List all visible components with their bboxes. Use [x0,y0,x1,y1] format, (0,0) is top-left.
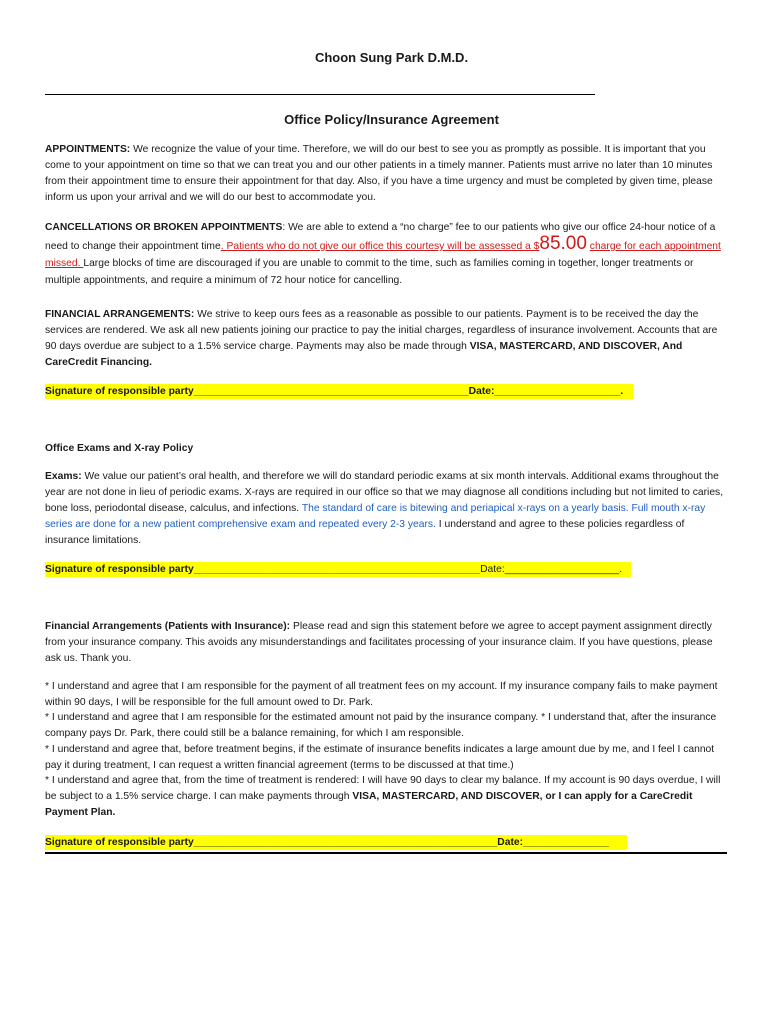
document-title: Office Policy/Insurance Agreement [284,112,499,127]
practice-name: Choon Sung Park D.M.D. [314,50,469,65]
cancellations-text-b: Large blocks of time are discouraged if you are unable to commit to the time, such as families coming in together, longer treatments or multiple appointments, and require a minimum of 72 hour notice for cancelling. [45,258,694,286]
exams-standard-of-care: The standard of care is bitewing and periapical x-rays on a yearly basis. Full mouth x-ray series are done for a new patient comprehensive exam and repeated every 2-3 years. [45,503,706,530]
appointments-text: We recognize the value of your time. Therefore, we will do our best to see you as promptly as possible. It is important that you come to your appointment on time so that we can treat you and our other patients in a timely manner. Patients must arrive no later than 10 minutes from their appointment time to ensure their appointment for that day. Also, if you have a time urgency and must be completed by given time, please inform us upon your arrival and we will do our best to accommodate you. [45,144,713,203]
signature-label: Signature of responsible party [45,837,194,848]
exams-label: Exams: [45,471,82,482]
insurance-bullet-1: * I understand and agree that I am responsible for the payment of all treatment fees on my account. If my insurance company fails to make payment within 90 days, I will be responsible for the full amount owed to Dr. Park. [45,681,718,708]
cancellations-paragraph [45,219,725,289]
appointments-label: APPOINTMENTS: [45,144,131,155]
exams-text: We value our patient’s oral health, and therefore we will do standard periodic exams at six month intervals. Additional exams throughout the year are not done in lieu of periodic exams. X-rays are required in our office so that we may diagnose all conditions including but not limited to caries, bone loss, periodontal disease, calculus, and infections. [45,471,724,514]
financial-payment-methods: VISA, MASTERCARD, AND DISCOVER, And CareCredit Financing. [45,341,683,368]
insurance-payment-methods: VISA, MASTERCARD, AND DISCOVER, or I can apply for a CareCredit Payment Plan. [45,791,693,818]
insurance-paragraph [45,619,725,667]
date-label: Date: [497,837,524,848]
signature-field[interactable]: ________________________________________________ [193,386,469,397]
date-label: Date: [468,386,495,397]
signature-label: Signature of responsible party [45,386,194,397]
signature-line-3[interactable] [45,835,627,850]
insurance-bullet-2: * I understand and agree that I am responsible for the estimated amount not paid by the insurance company. * I understand that, after the insurance company pays Dr. Park, there could still be a balance remaining, for which I am responsible. [45,712,717,739]
cancellations-label: CANCELLATIONS OR BROKEN APPOINTMENTS [45,222,283,233]
exams-section-heading: Office Exams and X-ray Policy [45,443,194,454]
bottom-divider [45,852,727,854]
financial-paragraph [45,307,725,371]
date-field[interactable]: ____________________. [504,564,623,575]
signature-line-1[interactable] [45,384,633,399]
insurance-label: Financial Arrangements (Patients with Insurance): [45,621,291,632]
signature-label: Signature of responsible party [45,564,194,575]
exams-paragraph [45,469,725,549]
cancellations-text-a: : We are able to extend a “no charge” fee to our patients who give our office 24-hour notice of a need to change their appointment time [45,222,716,252]
financial-label: FINANCIAL ARRANGEMENTS: [45,309,195,320]
cancellations-fee-notice: . Patients who do not give our office this courtesy will be assessed a $ [220,241,540,252]
insurance-bullet-4-text: * I understand and agree that, from the time of treatment is rendered: I will have 90 days to clear my balance. If my account is 90 days overdue, I will be subject to a 1.5% service charge. I can make payments through [45,775,721,802]
signature-field[interactable]: _____________________________________________________ [193,837,498,848]
insurance-text: Please read and sign this statement before we agree to accept payment assignment directly from your insurance company. This avoids any misunderstandings and facilitates processing of your insurance claim. If you have questions, please ask us. Thank you. [45,621,713,664]
signature-line-2[interactable] [45,562,631,577]
missed-appointment-fee: 85.00 [539,233,587,254]
header-divider [45,94,595,95]
financial-text: We strive to keep ours fees as a reasonable as possible to our patients. Payment is to be received the day the services are rendered. We ask all new patients joining our practice to pay the initial charges, regardless of insurance involvement. Accounts that are 90 days overdue are subject to a 1.5% service charge. Payments may also be made through [45,309,718,352]
exams-agreement: I understand and agree to these policies regardless of insurance limitations. [45,519,685,546]
insurance-bullet-4 [45,773,725,821]
date-label: Date: [480,564,505,575]
cancellations-fee-notice-2: charge for each appointment missed. [45,241,721,269]
date-field[interactable]: _______________ [523,837,609,848]
appointments-paragraph [45,142,725,206]
insurance-bullet-3: * I understand and agree that, before treatment begins, if the estimate of insurance benefits indicates a large amount due by me, and I feel I cannot pay it during treatment, I can request a written financial agreement (terms to be discussed at that time.) [45,744,715,771]
date-field[interactable]: ______________________. [494,386,624,397]
signature-field[interactable]: __________________________________________________ [193,564,481,575]
